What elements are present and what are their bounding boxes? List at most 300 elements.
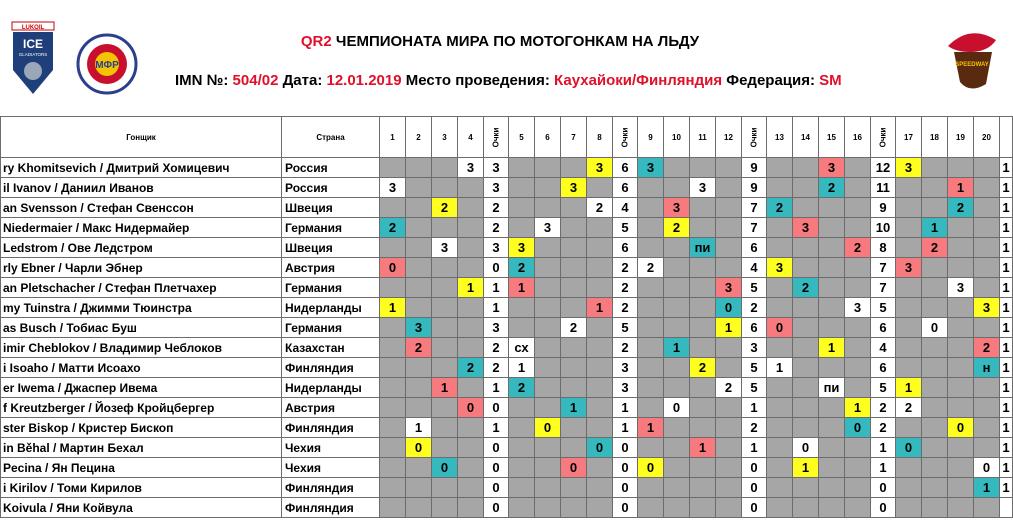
heat-cell: 3 — [793, 218, 819, 238]
table-row — [1, 498, 1013, 518]
heat-cell — [535, 398, 561, 418]
heat-cell: 3 — [638, 158, 664, 178]
heat-cell — [432, 338, 458, 358]
header-heat-14: 14 — [793, 117, 819, 158]
points-cell: 3 — [484, 238, 509, 258]
points-cell: 2 — [742, 298, 767, 318]
heat-cell: 1 — [509, 358, 535, 378]
heat-cell — [664, 478, 690, 498]
heat-cell: 3 — [716, 278, 742, 298]
rider-country: Швеция — [282, 198, 380, 218]
heat-cell — [948, 238, 974, 258]
heat-cell — [587, 378, 613, 398]
points-cell: 3 — [613, 358, 638, 378]
points-cell: 1 — [613, 418, 638, 438]
rider-country: Чехия — [282, 458, 380, 478]
points-cell: 4 — [871, 338, 896, 358]
heat-cell — [716, 358, 742, 378]
heat-cell: 1 — [716, 318, 742, 338]
points-cell: 9 — [742, 178, 767, 198]
heat-cell — [845, 318, 871, 338]
heat-cell — [432, 478, 458, 498]
heat-cell — [535, 458, 561, 478]
heat-cell — [458, 478, 484, 498]
points-cell: 6 — [742, 238, 767, 258]
rider-country: Германия — [282, 318, 380, 338]
header-heat-15: 15 — [819, 117, 845, 158]
points-cell: 1 — [484, 418, 509, 438]
heat-cell — [922, 418, 948, 438]
heat-cell: 1 — [1000, 478, 1013, 498]
heat-cell: 3 — [380, 178, 406, 198]
heat-cell — [922, 358, 948, 378]
heat-cell: 1 — [1000, 318, 1013, 338]
heat-cell: 0 — [535, 418, 561, 438]
heat-cell — [432, 398, 458, 418]
heat-cell — [458, 378, 484, 398]
heat-cell — [845, 258, 871, 278]
table-row — [1, 378, 1013, 398]
heat-cell — [845, 198, 871, 218]
heat-cell — [845, 178, 871, 198]
heat-cell — [561, 218, 587, 238]
heat-cell — [716, 338, 742, 358]
points-cell: 6 — [871, 318, 896, 338]
heat-cell — [406, 258, 432, 278]
heat-cell: 1 — [1000, 338, 1013, 358]
heat-cell — [690, 218, 716, 238]
heat-cell: 0 — [793, 438, 819, 458]
heat-cell — [458, 498, 484, 518]
heat-cell: 2 — [509, 378, 535, 398]
heat-cell — [432, 418, 458, 438]
heat-cell: 2 — [509, 258, 535, 278]
heat-cell — [587, 418, 613, 438]
heat-cell: 1 — [819, 338, 845, 358]
heat-cell — [458, 458, 484, 478]
rider-name: Koivula / Яни Койвула — [1, 498, 282, 518]
header-heat-16: 16 — [845, 117, 871, 158]
heat-cell — [793, 178, 819, 198]
points-cell: 0 — [742, 478, 767, 498]
points-cell: 5 — [613, 318, 638, 338]
heat-cell — [716, 178, 742, 198]
heat-cell — [690, 318, 716, 338]
heat-cell — [767, 298, 793, 318]
heat-cell: 3 — [432, 238, 458, 258]
table-row — [1, 238, 1013, 258]
heat-cell: 1 — [974, 478, 1000, 498]
heat-cell — [845, 458, 871, 478]
heat-cell — [845, 338, 871, 358]
heat-cell: 1 — [690, 438, 716, 458]
points-cell: 5 — [613, 218, 638, 238]
heat-cell — [509, 158, 535, 178]
points-cell: 2 — [484, 218, 509, 238]
heat-cell: 0 — [587, 438, 613, 458]
points-cell: 7 — [871, 258, 896, 278]
heat-cell — [432, 158, 458, 178]
points-cell: 3 — [613, 378, 638, 398]
points-cell: 2 — [871, 398, 896, 418]
heat-cell — [819, 418, 845, 438]
heat-cell — [819, 398, 845, 418]
heat-cell — [767, 398, 793, 418]
heat-cell — [432, 178, 458, 198]
heat-cell — [587, 398, 613, 418]
points-cell: 0 — [613, 458, 638, 478]
heat-cell: 2 — [948, 198, 974, 218]
header-heat-4: 4 — [458, 117, 484, 158]
heat-cell: сх — [509, 338, 535, 358]
heat-cell: 0 — [458, 398, 484, 418]
heat-cell: 2 — [587, 198, 613, 218]
points-cell: 1 — [742, 398, 767, 418]
heat-cell: 2 — [561, 318, 587, 338]
heat-cell — [974, 418, 1000, 438]
heat-cell — [896, 278, 922, 298]
heat-cell — [638, 278, 664, 298]
heat-cell — [767, 438, 793, 458]
heat-cell: 0 — [948, 418, 974, 438]
svg-text:ICE: ICE — [22, 37, 44, 51]
rider-name: my Tuinstra / Джимми Тюинстра — [1, 298, 282, 318]
heat-cell: 0 — [638, 458, 664, 478]
heat-cell: 1 — [767, 358, 793, 378]
table-row — [1, 338, 1013, 358]
heat-cell — [690, 338, 716, 358]
points-cell: 2 — [871, 418, 896, 438]
heat-cell — [922, 178, 948, 198]
heat-cell: 0 — [896, 438, 922, 458]
points-cell: 3 — [742, 338, 767, 358]
points-cell: 11 — [871, 178, 896, 198]
points-cell: 5 — [742, 378, 767, 398]
header-heat-6: 6 — [535, 117, 561, 158]
heat-cell — [896, 338, 922, 358]
svg-text:GLADIATORS: GLADIATORS — [18, 52, 48, 57]
heat-cell — [509, 458, 535, 478]
points-cell: 1 — [484, 378, 509, 398]
header-heat-11: 11 — [690, 117, 716, 158]
heat-cell — [716, 438, 742, 458]
heat-cell: 0 — [664, 398, 690, 418]
heat-cell: 2 — [664, 218, 690, 238]
heat-cell: 1 — [1000, 418, 1013, 438]
rider-name: an Pletschacher / Стефан Плетчахер — [1, 278, 282, 298]
heat-cell — [793, 498, 819, 518]
heat-cell — [561, 378, 587, 398]
heat-cell: 2 — [406, 338, 432, 358]
table-row — [1, 438, 1013, 458]
heat-cell — [819, 358, 845, 378]
heat-cell — [974, 398, 1000, 418]
heat-cell — [793, 258, 819, 278]
heat-cell: 1 — [561, 398, 587, 418]
heat-cell — [587, 178, 613, 198]
heat-cell — [819, 278, 845, 298]
heat-cell: 1 — [1000, 438, 1013, 458]
page-title: QR2 ЧЕМПИОНАТА МИРА ПО МОТОГОНКАМ НА ЛЬДУ — [300, 33, 700, 50]
heat-cell — [535, 358, 561, 378]
heat-cell: 1 — [406, 418, 432, 438]
heat-cell — [638, 378, 664, 398]
heat-cell — [716, 418, 742, 438]
heat-cell: 1 — [638, 418, 664, 438]
heat-cell: 0 — [716, 298, 742, 318]
heat-cell: 3 — [845, 298, 871, 318]
heat-cell: 2 — [432, 198, 458, 218]
heat-cell — [896, 498, 922, 518]
points-cell: 6 — [613, 158, 638, 178]
table-header-row — [1, 117, 1013, 158]
heat-cell: 1 — [1000, 198, 1013, 218]
heat-cell: 3 — [819, 158, 845, 178]
heat-cell — [638, 498, 664, 518]
heat-cell — [896, 478, 922, 498]
points-cell: 0 — [484, 478, 509, 498]
heat-cell — [974, 238, 1000, 258]
points-cell: 1 — [484, 278, 509, 298]
heat-cell — [638, 438, 664, 458]
heat-cell — [406, 498, 432, 518]
heat-cell — [793, 358, 819, 378]
heat-cell: 1 — [1000, 278, 1013, 298]
heat-cell — [380, 158, 406, 178]
points-cell: 2 — [613, 298, 638, 318]
rider-name: er Iwema / Джаспер Ивема — [1, 378, 282, 398]
rider-name: i Isoaho / Матти Исоахо — [1, 358, 282, 378]
heat-cell — [845, 278, 871, 298]
points-cell: 0 — [871, 478, 896, 498]
heat-cell — [716, 198, 742, 218]
points-cell: 2 — [613, 258, 638, 278]
points-cell: 1 — [871, 458, 896, 478]
heat-cell — [406, 178, 432, 198]
heat-cell — [432, 278, 458, 298]
heat-cell — [638, 398, 664, 418]
heat-cell: 2 — [638, 258, 664, 278]
table-row — [1, 478, 1013, 498]
heat-cell — [974, 318, 1000, 338]
heat-cell — [458, 298, 484, 318]
heat-cell — [922, 258, 948, 278]
heat-cell — [664, 238, 690, 258]
ice-gladiators-logo — [10, 20, 56, 96]
heat-cell — [380, 418, 406, 438]
points-cell: 7 — [742, 218, 767, 238]
heat-cell — [458, 198, 484, 218]
heat-cell: н — [974, 358, 1000, 378]
heat-cell: 2 — [716, 378, 742, 398]
heat-cell: 2 — [767, 198, 793, 218]
heat-cell — [767, 238, 793, 258]
heat-cell — [664, 438, 690, 458]
heat-cell: 1 — [1000, 298, 1013, 318]
heat-cell: 0 — [432, 458, 458, 478]
points-cell: 4 — [613, 198, 638, 218]
heat-cell — [896, 318, 922, 338]
rider-country: Австрия — [282, 398, 380, 418]
heat-cell — [380, 318, 406, 338]
heat-cell — [948, 498, 974, 518]
header-heat-9: 9 — [638, 117, 664, 158]
heat-cell — [716, 398, 742, 418]
heat-cell — [948, 438, 974, 458]
points-cell: 0 — [742, 498, 767, 518]
heat-cell: 1 — [896, 378, 922, 398]
heat-cell — [948, 298, 974, 318]
heat-cell — [896, 358, 922, 378]
heat-cell — [819, 478, 845, 498]
rider-country: Финляндия — [282, 418, 380, 438]
header-heat-5: 5 — [509, 117, 535, 158]
heat-cell — [638, 238, 664, 258]
heat-cell — [561, 298, 587, 318]
heat-cell — [561, 158, 587, 178]
heat-cell — [432, 498, 458, 518]
heat-cell — [922, 458, 948, 478]
points-cell: 0 — [484, 258, 509, 278]
heat-cell — [561, 418, 587, 438]
heat-cell — [690, 478, 716, 498]
rider-name: f Kreutzberger / Йозеф Кройцбергер — [1, 398, 282, 418]
table-row — [1, 198, 1013, 218]
heat-cell — [664, 178, 690, 198]
points-cell: 0 — [484, 498, 509, 518]
heat-cell — [458, 418, 484, 438]
rider-name: Ledstrom / Ове Ледстром — [1, 238, 282, 258]
header-heat-13: 13 — [767, 117, 793, 158]
heat-cell — [638, 298, 664, 318]
points-cell: 1 — [484, 298, 509, 318]
heat-cell — [922, 478, 948, 498]
heat-cell — [406, 198, 432, 218]
heat-cell — [974, 158, 1000, 178]
heat-cell — [406, 218, 432, 238]
heat-cell — [819, 218, 845, 238]
heat-cell — [922, 298, 948, 318]
heat-cell — [535, 178, 561, 198]
heat-cell: 2 — [690, 358, 716, 378]
heat-cell: 1 — [1000, 378, 1013, 398]
rider-name: in Běhal / Мартин Бехал — [1, 438, 282, 458]
heat-cell — [767, 418, 793, 438]
heat-cell: пи — [690, 238, 716, 258]
heat-cell — [690, 278, 716, 298]
header-heat-8: 8 — [587, 117, 613, 158]
meta-line: IMN №: 504/02 Дата: 12.01.2019 Место проведения: Каухайоки/Финляндия Федерация: SM — [175, 72, 842, 89]
heat-cell — [664, 298, 690, 318]
heat-cell — [690, 498, 716, 518]
heat-cell — [767, 458, 793, 478]
points-cell: 0 — [613, 498, 638, 518]
heat-cell: 3 — [535, 218, 561, 238]
heat-cell — [690, 298, 716, 318]
heat-cell — [974, 218, 1000, 238]
heat-cell — [406, 458, 432, 478]
heat-cell: 3 — [458, 158, 484, 178]
heat-cell — [716, 258, 742, 278]
heat-cell — [1000, 498, 1013, 518]
heat-cell — [380, 438, 406, 458]
heat-cell — [716, 158, 742, 178]
heat-cell: 0 — [406, 438, 432, 458]
heat-cell — [767, 278, 793, 298]
rider-country: Финляндия — [282, 498, 380, 518]
rider-country: Финляндия — [282, 478, 380, 498]
rider-name: il Ivanov / Даниил Иванов — [1, 178, 282, 198]
heat-cell — [819, 498, 845, 518]
heat-cell — [845, 498, 871, 518]
points-cell: 1 — [613, 398, 638, 418]
points-cell: 5 — [742, 278, 767, 298]
heat-cell — [896, 178, 922, 198]
heat-cell: 2 — [845, 238, 871, 258]
heat-cell — [767, 338, 793, 358]
heat-cell — [845, 358, 871, 378]
heat-cell — [716, 218, 742, 238]
heat-cell — [638, 218, 664, 238]
heat-cell — [587, 238, 613, 258]
table-row — [1, 278, 1013, 298]
heat-cell — [974, 258, 1000, 278]
points-cell: 4 — [742, 258, 767, 278]
heat-cell — [535, 378, 561, 398]
heat-cell — [793, 198, 819, 218]
rider-country: Россия — [282, 158, 380, 178]
rider-name: Niedermaier / Макс Нидермайер — [1, 218, 282, 238]
heat-cell: 3 — [974, 298, 1000, 318]
heat-cell — [948, 258, 974, 278]
header-heat-1: 1 — [380, 117, 406, 158]
heat-cell: 1 — [1000, 398, 1013, 418]
document-header — [0, 0, 1000, 115]
header-heat-7: 7 — [561, 117, 587, 158]
heat-cell — [458, 178, 484, 198]
heat-cell — [561, 478, 587, 498]
heat-cell — [793, 398, 819, 418]
heat-cell — [587, 318, 613, 338]
heat-cell: пи — [819, 378, 845, 398]
heat-cell — [664, 378, 690, 398]
points-cell: 3 — [484, 318, 509, 338]
heat-cell — [535, 158, 561, 178]
table-row — [1, 458, 1013, 478]
rider-country: Финляндия — [282, 358, 380, 378]
heat-cell — [767, 218, 793, 238]
header-points: Очки — [871, 117, 896, 158]
heat-cell — [793, 478, 819, 498]
header-points: Очки — [613, 117, 638, 158]
heat-cell: 1 — [509, 278, 535, 298]
header-heat-19: 19 — [948, 117, 974, 158]
table-row — [1, 258, 1013, 278]
svg-text:МФР: МФР — [95, 60, 119, 71]
points-cell: 0 — [484, 458, 509, 478]
points-cell: 12 — [871, 158, 896, 178]
heat-cell: 1 — [380, 298, 406, 318]
heat-cell — [380, 378, 406, 398]
heat-cell — [896, 298, 922, 318]
heat-cell — [458, 238, 484, 258]
heat-cell — [664, 458, 690, 478]
heat-cell — [896, 198, 922, 218]
heat-cell — [664, 418, 690, 438]
heat-cell: 1 — [1000, 238, 1013, 258]
heat-cell — [793, 238, 819, 258]
heat-cell: 3 — [406, 318, 432, 338]
